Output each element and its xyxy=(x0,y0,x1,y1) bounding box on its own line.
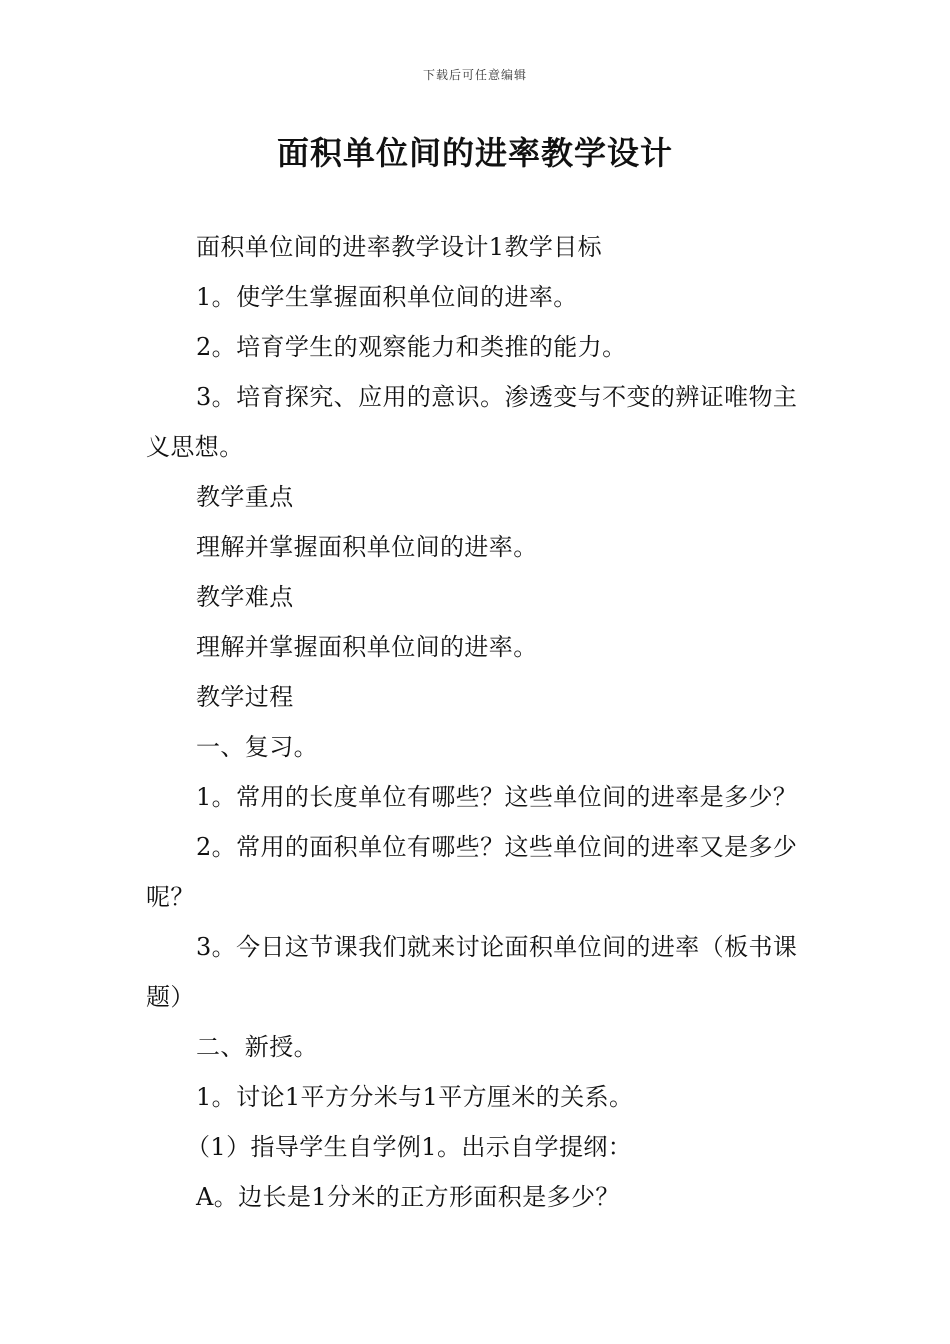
paragraph-review-3: 3。今日这节课我们就来讨论面积单位间的进率（板书课题） xyxy=(146,933,798,1011)
paragraph-goal-2: 2。培育学生的观察能力和类推的能力。 xyxy=(196,333,627,361)
paragraph-new-lesson-heading: 二、新授。 xyxy=(196,1033,318,1061)
paragraph-new-lesson-a: A。边长是1分米的正方形面积是多少？ xyxy=(196,1183,620,1211)
paragraph-intro: 面积单位间的进率教学设计1教学目标 xyxy=(196,233,603,261)
paragraph-difficulty: 理解并掌握面积单位间的进率。 xyxy=(196,633,538,661)
paragraph-new-lesson-1: 1。讨论1平方分米与1平方厘米的关系。 xyxy=(196,1083,634,1111)
header-note: 下载后可任意编辑 xyxy=(422,68,527,82)
section-heading-key-point: 教学重点 xyxy=(196,483,294,511)
paragraph-goal-3: 3。培育探究、应用的意识。渗透变与不变的辨证唯物主义思想。 xyxy=(146,383,798,461)
paragraph-review-heading: 一、复习。 xyxy=(196,733,318,761)
section-heading-process: 教学过程 xyxy=(196,683,294,711)
document-body xyxy=(146,222,810,1222)
section-heading-difficulty: 教学难点 xyxy=(196,583,294,611)
paragraph-new-lesson-1-1: （1）指导学生自学例1。出示自学提纲： xyxy=(186,1133,633,1161)
paragraph-goal-1: 1。使学生掌握面积单位间的进率。 xyxy=(196,283,578,311)
document-title: 面积单位间的进率教学设计 xyxy=(276,134,673,172)
paragraph-key-point: 理解并掌握面积单位间的进率。 xyxy=(196,533,538,561)
paragraph-review-2: 2。常用的面积单位有哪些？这些单位间的进率又是多少呢？ xyxy=(146,833,798,911)
paragraph-review-1: 1。常用的长度单位有哪些？这些单位间的进率是多少？ xyxy=(196,783,798,811)
